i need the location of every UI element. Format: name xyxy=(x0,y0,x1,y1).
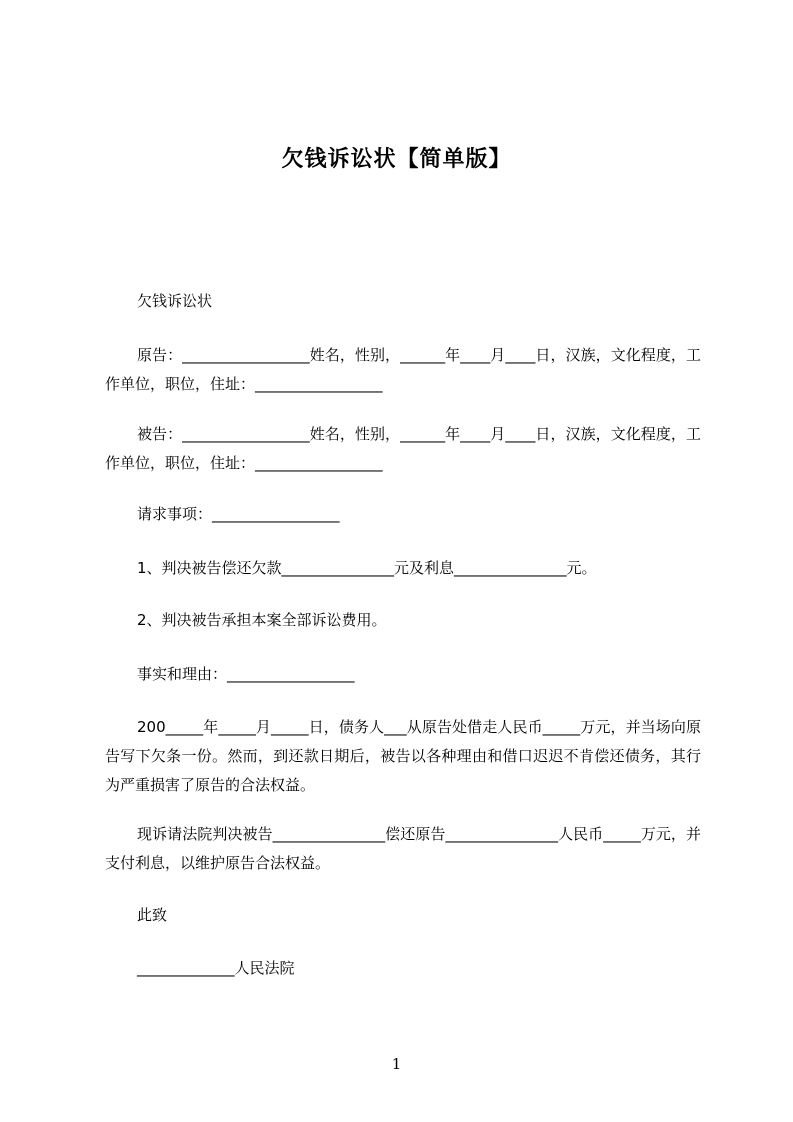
facts-paragraph: 200_____年_____月_____日，债务人___从原告处借走人民币_____万元，并当场向原告写下欠条一份。然而，到还款日期后，被告以各种理由和借口迟迟不肯偿还债务，其行为严重损害了原告的合法权益。 xyxy=(105,718,701,794)
court-line: _____________人民法院 xyxy=(137,959,295,977)
request-paragraph: 现诉请法院判决被告_______________偿还原告_______________人民币_____万元，并支付利息，以维护原告合法权益。 xyxy=(105,825,701,872)
facts-label: 事实和理由：_________________ xyxy=(137,665,355,683)
claims-label: 请求事项：_________________ xyxy=(137,505,340,523)
page-number: 1 xyxy=(391,1055,402,1073)
defendant-paragraph: 被告：_________________姓名，性别，______年____月____日，汉族，文化程度，工作单位，职位，住址：_________________ xyxy=(105,425,701,472)
document-heading: 欠钱诉讼状 xyxy=(137,292,213,310)
claim-item-1: 1、判决被告偿还欠款_______________元及利息_______________元。 xyxy=(137,559,597,577)
plaintiff-paragraph: 原告：_________________姓名，性别，______年____月____日，汉族，文化程度，工作单位，职位，住址：_________________ xyxy=(105,346,701,393)
closing-line: 此致 xyxy=(137,906,168,924)
claim-item-2: 2、判决被告承担本案全部诉讼费用。 xyxy=(137,611,387,629)
document-title: 欠钱诉讼状【简单版】 xyxy=(281,147,512,172)
